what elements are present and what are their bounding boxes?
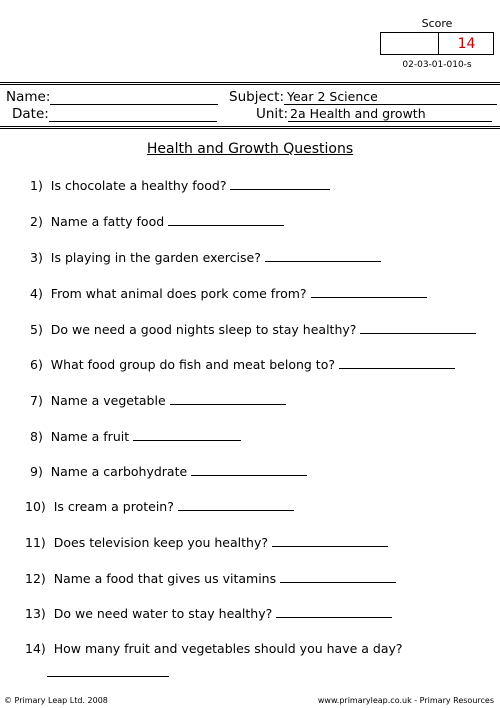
question-number: 12)	[25, 571, 46, 586]
answer-line[interactable]	[170, 392, 286, 405]
page-title: Health and Growth Questions	[146, 141, 354, 157]
question-text: Name a food that gives us vitamins	[53, 571, 277, 586]
answer-line[interactable]	[230, 177, 330, 190]
answer-line[interactable]	[265, 249, 381, 262]
answer-line[interactable]	[311, 285, 427, 298]
name-label: Name:	[6, 89, 51, 105]
date-field[interactable]	[12, 106, 217, 122]
question-10	[25, 498, 294, 514]
question-text: Do we need water to stay healthy?	[53, 606, 273, 621]
answer-line[interactable]	[276, 605, 392, 618]
question-text: How many fruit and vegetables should you have a day?	[53, 641, 403, 656]
question-6	[30, 356, 455, 372]
answer-line[interactable]	[168, 213, 284, 226]
answer-line[interactable]	[272, 534, 388, 547]
question-9	[30, 463, 307, 479]
name-field[interactable]	[6, 89, 218, 105]
question-number: 14)	[25, 641, 46, 656]
answer-line[interactable]	[191, 463, 307, 476]
question-text: Is cream a protein?	[53, 499, 174, 514]
question-text: Name a fatty food	[50, 214, 165, 229]
unit-label: Unit:	[256, 106, 289, 122]
unit-value: 2a Health and growth	[288, 107, 492, 122]
question-number: 7)	[30, 393, 43, 408]
question-text: Name a carbohydrate	[50, 464, 188, 479]
score-label: Score	[421, 17, 453, 30]
footer-copyright: © Primary Leap Ltd. 2008	[4, 696, 108, 705]
subject-field	[229, 89, 497, 105]
question-5	[30, 321, 476, 337]
question-number: 6)	[30, 357, 43, 372]
question-4	[30, 285, 427, 301]
score-box	[380, 32, 494, 55]
header-top-rule	[0, 82, 500, 83]
question-7	[30, 392, 286, 408]
question-1	[30, 177, 330, 193]
answer-line[interactable]	[178, 498, 294, 511]
question-3	[30, 249, 381, 265]
footer-website: www.primaryleap.co.uk - Primary Resources	[317, 696, 494, 705]
answer-line[interactable]	[339, 356, 455, 369]
question-8	[30, 428, 241, 444]
question-text: Is chocolate a healthy food?	[50, 178, 227, 193]
date-label: Date:	[12, 106, 49, 122]
score-value: 14	[457, 36, 476, 52]
question-12	[25, 570, 396, 586]
unit-field	[256, 106, 492, 122]
header-top-rule-2	[0, 84, 500, 85]
question-text: Do we need a good nights sleep to stay healthy?	[50, 322, 357, 337]
question-11	[25, 534, 388, 550]
answer-line[interactable]	[360, 321, 476, 334]
question-text: Does television keep you healthy?	[53, 535, 268, 550]
question-number: 1)	[30, 178, 43, 193]
question-number: 9)	[30, 464, 43, 479]
question-number: 10)	[25, 499, 46, 514]
question-2	[30, 213, 284, 229]
question-14	[25, 641, 403, 656]
question-number: 8)	[30, 429, 43, 444]
subject-value: Year 2 Science	[284, 90, 497, 105]
name-line[interactable]	[50, 90, 218, 105]
answer-line[interactable]	[133, 428, 241, 441]
question-text: Name a fruit	[50, 429, 130, 444]
subject-label: Subject:	[229, 89, 285, 105]
question-number: 5)	[30, 322, 43, 337]
header-bottom-rule	[0, 126, 500, 127]
question-text: What food group do fish and meat belong to?	[50, 357, 335, 372]
question-number: 11)	[25, 535, 46, 550]
question-number: 4)	[30, 286, 43, 301]
header-bottom-rule-2	[0, 128, 500, 129]
worksheet-code: 02-03-01-010-s	[402, 60, 472, 70]
answer-line[interactable]	[280, 570, 396, 583]
question-text: Name a vegetable	[50, 393, 166, 408]
question-number: 13)	[25, 606, 46, 621]
question-text: From what animal does pork come from?	[50, 286, 307, 301]
date-line[interactable]	[49, 107, 217, 122]
question-number: 3)	[30, 250, 43, 265]
answer-line-14[interactable]	[47, 676, 169, 677]
question-number: 2)	[30, 214, 43, 229]
question-text: Is playing in the garden exercise?	[50, 250, 261, 265]
question-13	[25, 605, 392, 621]
